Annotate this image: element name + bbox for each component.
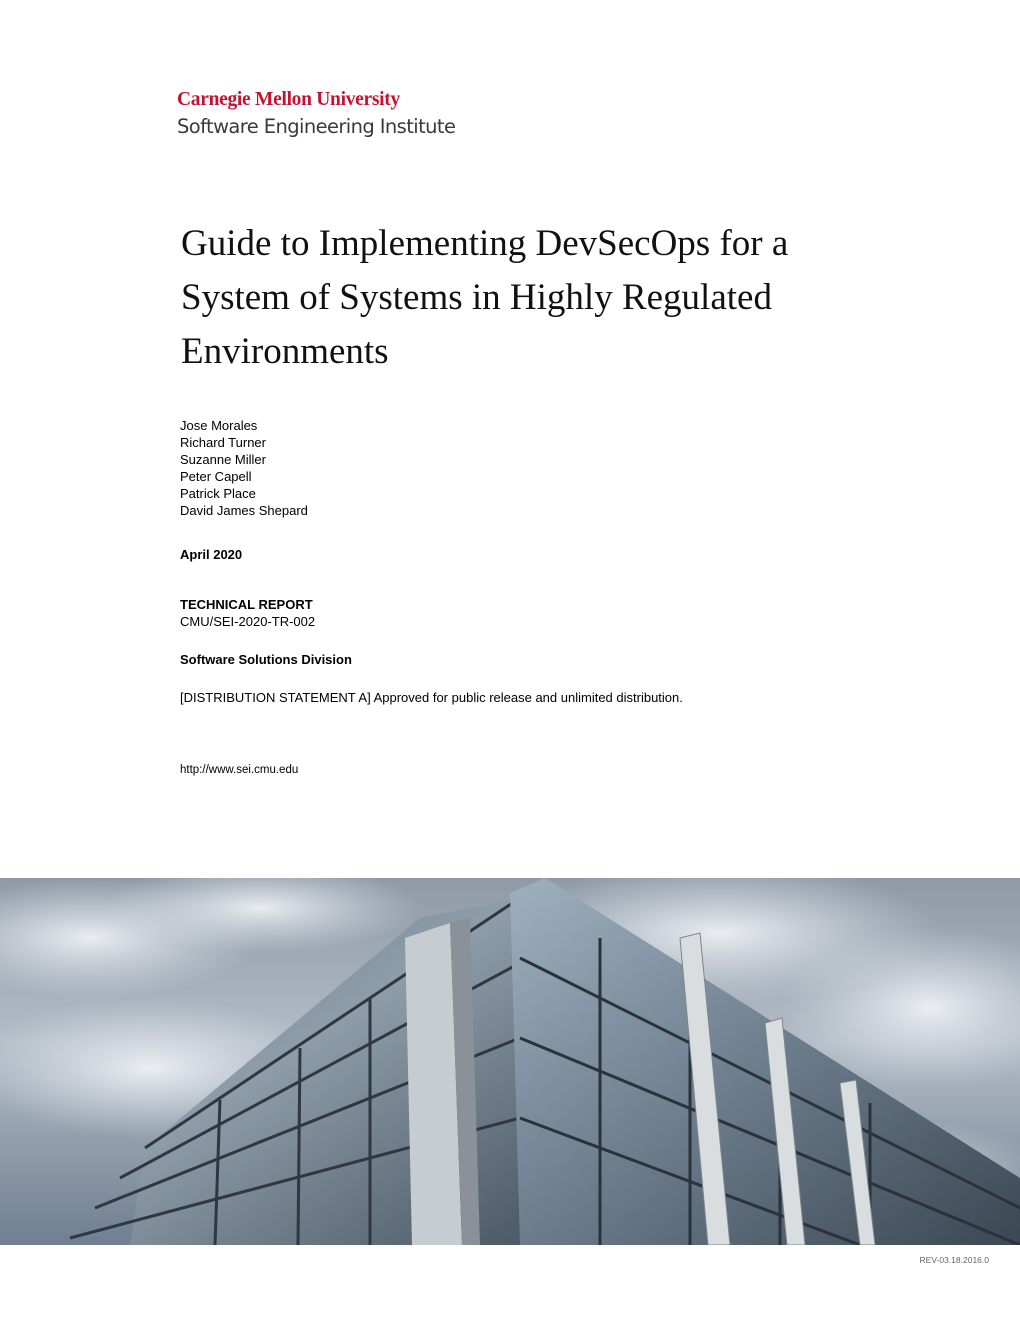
revision-code: REV-03.18.2016.0 [919,1255,989,1265]
author-list [180,417,308,519]
author: Peter Capell [180,469,252,484]
title-line-3: Environments [181,331,389,372]
title-line-2: System of Systems in Highly Regulated [181,277,772,318]
report-number: CMU/SEI-2020-TR-002 [180,614,316,629]
sei-website-link[interactable]: http://www.sei.cmu.edu [180,764,299,776]
logo-university-name: Carnegie Mellon University [177,89,400,110]
report-title [181,217,881,379]
logo-institute-name: Software Engineering Institute [177,115,456,138]
publication-date: April 2020 [180,547,243,562]
author: Jose Morales [180,418,258,433]
author: Suzanne Miller [180,452,266,467]
author: David James Shepard [180,503,308,518]
title-line-1: Guide to Implementing DevSecOps for a [181,223,789,264]
author: Patrick Place [180,486,256,501]
report-type: TECHNICAL REPORT [180,597,313,612]
glass-office-building-icon [0,878,1020,1245]
distribution-statement: [DISTRIBUTION STATEMENT A] Approved for public release and unlimited distribution. [180,690,683,705]
sei-logo [177,89,455,142]
division-name: Software Solutions Division [180,652,352,667]
author: Richard Turner [180,435,266,450]
